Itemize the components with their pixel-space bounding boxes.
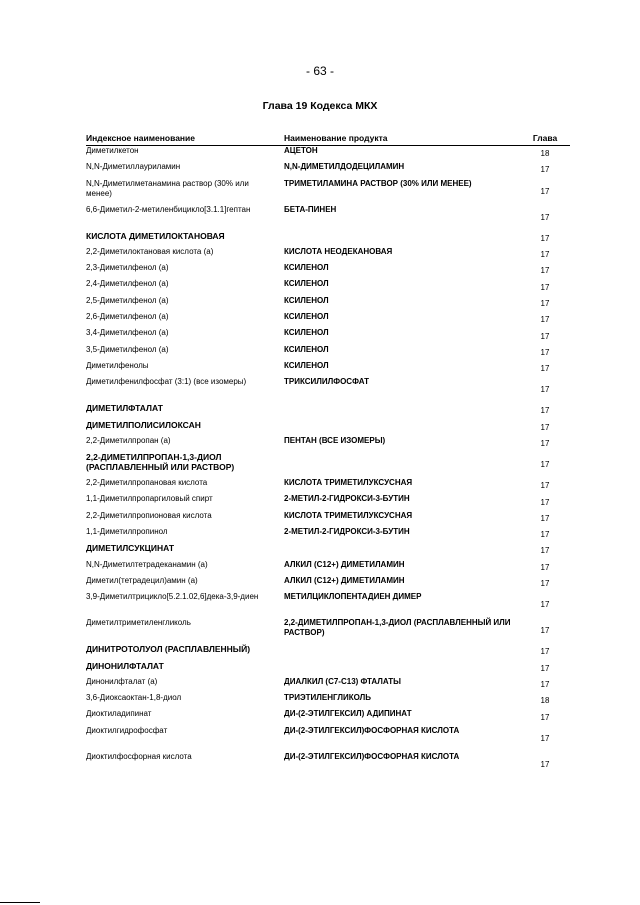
product-name-cell: ПЕНТАН (ВСЕ ИЗОМЕРЫ) xyxy=(284,435,386,445)
index-name-cell: ДИМЕТИЛФТАЛАТ xyxy=(86,403,163,414)
chapter-cell: 17 xyxy=(540,679,550,689)
product-name-cell: ДИ-(2-ЭТИЛГЕКСИЛ)ФОСФОРНАЯ КИСЛОТА xyxy=(284,725,460,735)
chapter-cell: 17 xyxy=(540,422,550,432)
product-name-cell xyxy=(284,231,520,247)
chapter-cell: 17 xyxy=(540,663,550,673)
product-name-cell: КСИЛЕНОЛ xyxy=(284,263,329,273)
index-name-cell: Диоктиладипинат xyxy=(86,709,152,719)
index-name-cell: Динонилфталат (а) xyxy=(86,676,158,686)
product-name-cell: КИСЛОТА НЕОДЕКАНОВАЯ xyxy=(284,246,393,256)
product-name-cell: КСИЛЕНОЛ xyxy=(284,344,329,354)
index-name-cell: 1,1-Диметилпропинол xyxy=(86,527,168,537)
table-row xyxy=(86,677,570,693)
index-name-cell: ДИМЕТИЛПОЛИСИЛОКСАН xyxy=(86,419,201,430)
product-name-cell: ТРИКСИЛИЛФОСФАТ xyxy=(284,377,369,387)
product-name-cell: ДИ-(2-ЭТИЛГЕКСИЛ) АДИПИНАТ xyxy=(284,709,412,719)
table-row xyxy=(86,328,570,344)
chapter-cell: 17 xyxy=(540,647,550,657)
table-row xyxy=(86,361,570,377)
product-name-cell: КСИЛЕНОЛ xyxy=(284,279,329,289)
index-name-cell: Диоктилгидрофосфат xyxy=(86,725,168,735)
chapter-cell: 17 xyxy=(540,626,550,636)
chapter-cell: 17 xyxy=(540,481,550,491)
product-name-cell: КИСЛОТА ТРИМЕТИЛУКСУСНАЯ xyxy=(284,510,413,520)
index-name-cell: 2,2-Диметилпропан (а) xyxy=(86,435,171,445)
index-name-cell: 2,6-Диметилфенол (а) xyxy=(86,312,169,322)
product-name-cell: КСИЛЕНОЛ xyxy=(284,312,329,322)
table-row xyxy=(86,576,570,592)
index-name-cell: 3,4-Диметилфенол (а) xyxy=(86,328,169,338)
index-name-cell: ДИМЕТИЛСУКЦИНАТ xyxy=(86,543,175,554)
footer-rule xyxy=(0,902,40,903)
product-name-cell: КСИЛЕНОЛ xyxy=(284,360,329,370)
table-row xyxy=(86,231,570,247)
chapter-cell: 17 xyxy=(540,186,550,196)
table-row xyxy=(86,543,570,559)
product-name-cell: 2-МЕТИЛ-2-ГИДРОКСИ-3-БУТИН xyxy=(284,527,410,537)
chapter-cell: 17 xyxy=(540,331,550,341)
index-name-cell: Диметилкетон xyxy=(86,146,139,155)
table-row xyxy=(86,709,570,725)
index-name-cell: ДИНОНИЛФТАЛАТ xyxy=(86,660,164,671)
product-name-cell: КСИЛЕНОЛ xyxy=(284,328,329,338)
chapter-cell: 18 xyxy=(540,696,550,706)
table-row xyxy=(86,420,570,436)
header-chapter: Глава xyxy=(520,133,570,146)
chapter-cell: 17 xyxy=(540,562,550,572)
product-name-cell: ДИАЛКИЛ (C7-C13) ФТАЛАТЫ xyxy=(284,676,402,686)
chapter-cell: 17 xyxy=(540,579,550,589)
table-row xyxy=(86,511,570,527)
index-name-cell: Диоктилфосфорная кислота xyxy=(86,751,192,761)
product-name-cell: АЦЕТОН xyxy=(284,146,318,155)
table-row xyxy=(86,592,570,618)
product-name-cell: 2,2-ДИМЕТИЛПРОПАН-1,3-ДИОЛ (РАСПЛАВЛЕННЫЙ ИЛИ РАСТВОР) xyxy=(284,618,511,638)
page-number: - 63 - xyxy=(305,64,334,78)
chapter-cell: 17 xyxy=(540,282,550,292)
index-name-cell: 2,4-Диметилфенол (а) xyxy=(86,279,169,289)
index-name-cell: Диметилтриметиленгликоль xyxy=(86,618,191,628)
page-title: Глава 19 Кодекса МКХ xyxy=(262,100,378,112)
product-name-cell xyxy=(284,543,520,559)
index-name-cell: Диметилфенилфосфат (3:1) (все изомеры) xyxy=(86,377,247,387)
product-name-cell: МЕТИЛЦИКЛОПЕНТАДИЕН ДИМЕР xyxy=(284,592,422,602)
index-name-cell: 3,9-Диметилтрицикло[5.2.1.02,6]дека-3,9-диен xyxy=(86,592,259,602)
chapter-cell: 17 xyxy=(540,497,550,507)
chapter-cell: 17 xyxy=(540,250,550,260)
chapter-cell: 17 xyxy=(540,733,550,743)
product-name-cell: КСИЛЕНОЛ xyxy=(284,295,329,305)
table-row xyxy=(86,162,570,178)
header-index-name: Индексное наименование xyxy=(86,133,284,146)
chapter-cell: 17 xyxy=(540,530,550,540)
index-table xyxy=(86,133,570,778)
index-name-cell: 6,6-Диметил-2-метиленбицикло[3.1.1]гептан xyxy=(86,204,251,214)
product-name-cell: АЛКИЛ (C12+) ДИМЕТИЛАМИН xyxy=(284,575,405,585)
product-name-cell: 2-МЕТИЛ-2-ГИДРОКСИ-3-БУТИН xyxy=(284,494,410,504)
index-name-cell: N,N-Диметилметанамина раствор (30% или менее) xyxy=(86,178,249,198)
table-row xyxy=(86,296,570,312)
table-row xyxy=(86,377,570,403)
chapter-cell: 17 xyxy=(540,546,550,556)
table-row xyxy=(86,560,570,576)
chapter-cell: 17 xyxy=(540,600,550,610)
chapter-cell: 17 xyxy=(540,439,550,448)
index-name-cell: 2,2-Диметилоктановая кислота (а) xyxy=(86,246,214,256)
table-row xyxy=(86,527,570,543)
table-row xyxy=(86,726,570,752)
chapter-cell: 17 xyxy=(540,298,550,308)
chapter-cell: 17 xyxy=(540,712,550,722)
table-row xyxy=(86,279,570,295)
table-row xyxy=(86,693,570,709)
product-name-cell xyxy=(284,644,520,660)
index-name-cell: 2,3-Диметилфенол (а) xyxy=(86,263,169,273)
table-row xyxy=(86,205,570,231)
index-name-cell: 3,5-Диметилфенол (а) xyxy=(86,344,169,354)
index-name-cell: ДИНИТРОТОЛУОЛ (РАСПЛАВЛЕННЫЙ) xyxy=(86,644,251,655)
product-name-cell: БЕТА-ПИНЕН xyxy=(284,204,337,214)
product-name-cell xyxy=(284,661,520,677)
index-name-cell: 3,6-Диоксаоктан-1,8-диол xyxy=(86,693,182,703)
table-row xyxy=(86,263,570,279)
product-name-cell xyxy=(284,420,520,436)
product-name-cell: ТРИЭТИЛЕНГЛИКОЛЬ xyxy=(284,693,371,703)
table-row xyxy=(86,403,570,419)
table-row xyxy=(86,752,570,778)
chapter-cell: 18 xyxy=(540,149,550,159)
chapter-cell: 17 xyxy=(540,406,550,416)
table-row xyxy=(86,312,570,328)
product-name-cell: N,N-ДИМЕТИЛДОДЕЦИЛАМИН xyxy=(284,162,405,172)
product-name-cell xyxy=(284,403,520,419)
index-name-cell: 1,1-Диметилпропаргиловый спирт xyxy=(86,494,213,504)
index-name-cell: Диметил(тетрадецил)амин (а) xyxy=(86,575,198,585)
table-row xyxy=(86,661,570,677)
chapter-cell: 17 xyxy=(540,165,550,175)
product-name-cell: КИСЛОТА ТРИМЕТИЛУКСУСНАЯ xyxy=(284,478,413,488)
table-row xyxy=(86,478,570,494)
table-row xyxy=(86,345,570,361)
table-row xyxy=(86,494,570,510)
chapter-cell: 17 xyxy=(540,347,550,357)
index-name-cell: N,N-Диметиллауриламин xyxy=(86,162,181,172)
table-row xyxy=(86,644,570,660)
chapter-cell: 17 xyxy=(540,513,550,523)
header-product-name: Наименование продукта xyxy=(284,133,520,146)
product-name-cell: ТРИМЕТИЛАМИНА РАСТВОР (30% ИЛИ МЕНЕЕ) xyxy=(284,178,472,188)
chapter-cell: 17 xyxy=(540,266,550,276)
index-name-cell: Диметилфенолы xyxy=(86,360,149,370)
chapter-cell: 17 xyxy=(540,364,550,374)
index-name-cell: КИСЛОТА ДИМЕТИЛОКТАНОВАЯ xyxy=(86,230,225,241)
table-row xyxy=(86,179,570,205)
chapter-cell: 17 xyxy=(540,233,550,243)
table-row xyxy=(86,146,570,163)
index-name-cell: 2,2-ДИМЕТИЛПРОПАН-1,3-ДИОЛ (РАСПЛАВЛЕННЫЙ ИЛИ РАСТВОР) xyxy=(86,452,235,473)
chapter-cell: 17 xyxy=(540,385,550,395)
index-name-cell: 2,5-Диметилфенол (а) xyxy=(86,295,169,305)
chapter-cell: 17 xyxy=(540,460,550,470)
index-name-cell: 2,2-Диметилпропановая кислота xyxy=(86,478,208,488)
table-header-row xyxy=(86,133,570,146)
chapter-cell: 17 xyxy=(540,315,550,325)
chapter-cell: 17 xyxy=(540,759,550,769)
table-row xyxy=(86,452,570,478)
product-name-cell: АЛКИЛ (C12+) ДИМЕТИЛАМИН xyxy=(284,559,405,569)
product-name-cell: ДИ-(2-ЭТИЛГЕКСИЛ)ФОСФОРНАЯ КИСЛОТА xyxy=(284,751,460,761)
index-name-cell: N,N-Диметилтетрадеканамин (а) xyxy=(86,559,208,569)
table-row xyxy=(86,436,570,452)
table-row xyxy=(86,247,570,263)
table-row xyxy=(86,618,570,644)
product-name-cell xyxy=(284,452,520,478)
chapter-cell: 17 xyxy=(540,212,550,222)
index-name-cell: 2,2-Диметилпропионовая кислота xyxy=(86,510,212,520)
